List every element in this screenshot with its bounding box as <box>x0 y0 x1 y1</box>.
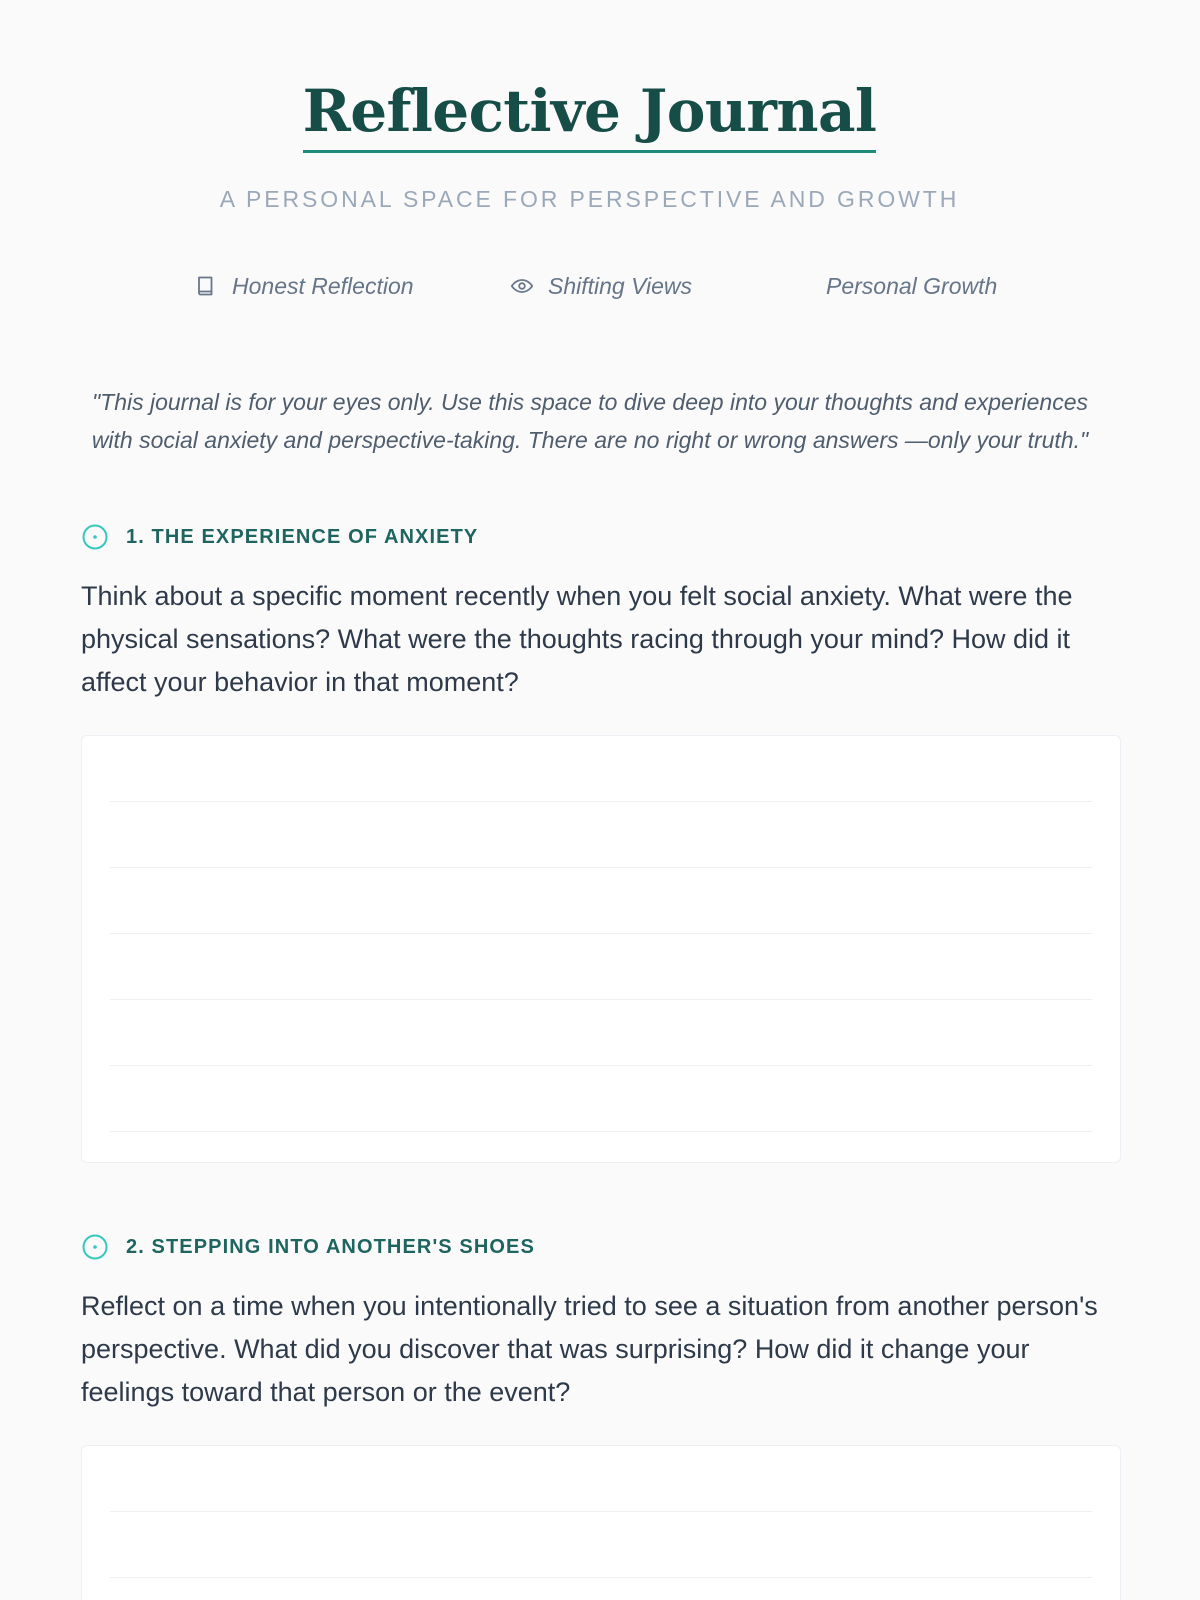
feature-label: Shifting Views <box>548 273 693 299</box>
feature-honest-reflection <box>194 272 414 300</box>
section-title: 2. STEPPING INTO ANOTHER'S SHOES <box>126 1236 535 1258</box>
page-title: Reflective Journal <box>302 77 877 145</box>
writing-lines <box>110 1446 1092 1578</box>
title-underline <box>302 77 877 153</box>
book-icon <box>194 274 218 298</box>
eye-icon <box>510 274 534 298</box>
section-heading <box>81 523 1098 551</box>
writing-line <box>110 736 1092 802</box>
section-prompt: Reflect on a time when you intentionally tried to see a situation from another person's perspective. What did you discover that was surprising? How did it change your feelings toward that person or the event? <box>81 1291 1098 1407</box>
feature-personal-growth <box>826 272 997 300</box>
writing-line <box>110 1446 1092 1512</box>
writing-line <box>110 1000 1092 1066</box>
writing-line <box>110 934 1092 1000</box>
journal-section-anxiety <box>81 523 1098 1163</box>
perspective-response-area[interactable] <box>81 1445 1121 1600</box>
section-title: 1. THE EXPERIENCE OF ANXIETY <box>126 526 479 548</box>
writing-line <box>110 802 1092 868</box>
writing-line <box>110 868 1092 934</box>
writing-lines <box>110 736 1092 1132</box>
privacy-quote: "This journal is for your eyes only. Use this space to dive deep into your thoughts and experiences with social anxiety and perspective-taking. There are no right or wrong answers —only your truth." <box>91 389 1089 453</box>
feature-label: Honest Reflection <box>232 273 414 299</box>
target-icon <box>81 523 109 551</box>
journal-section-perspective <box>81 1233 1098 1600</box>
feature-row <box>81 272 1098 300</box>
section-heading <box>81 1233 1098 1261</box>
journal-header <box>81 0 1098 300</box>
writing-line <box>110 1512 1092 1578</box>
writing-line <box>110 1066 1092 1132</box>
page-subtitle: A PERSONAL SPACE FOR PERSPECTIVE AND GROWTH <box>219 186 960 212</box>
feature-label: Personal Growth <box>826 273 998 299</box>
anxiety-response-area[interactable] <box>81 735 1121 1163</box>
feature-shifting-views <box>510 272 692 300</box>
target-icon <box>81 1233 109 1261</box>
section-prompt: Think about a specific moment recently when you felt social anxiety. What were the physical sensations? What were the thoughts racing through your mind? How did it affect your behavior in that moment? <box>81 581 1073 697</box>
